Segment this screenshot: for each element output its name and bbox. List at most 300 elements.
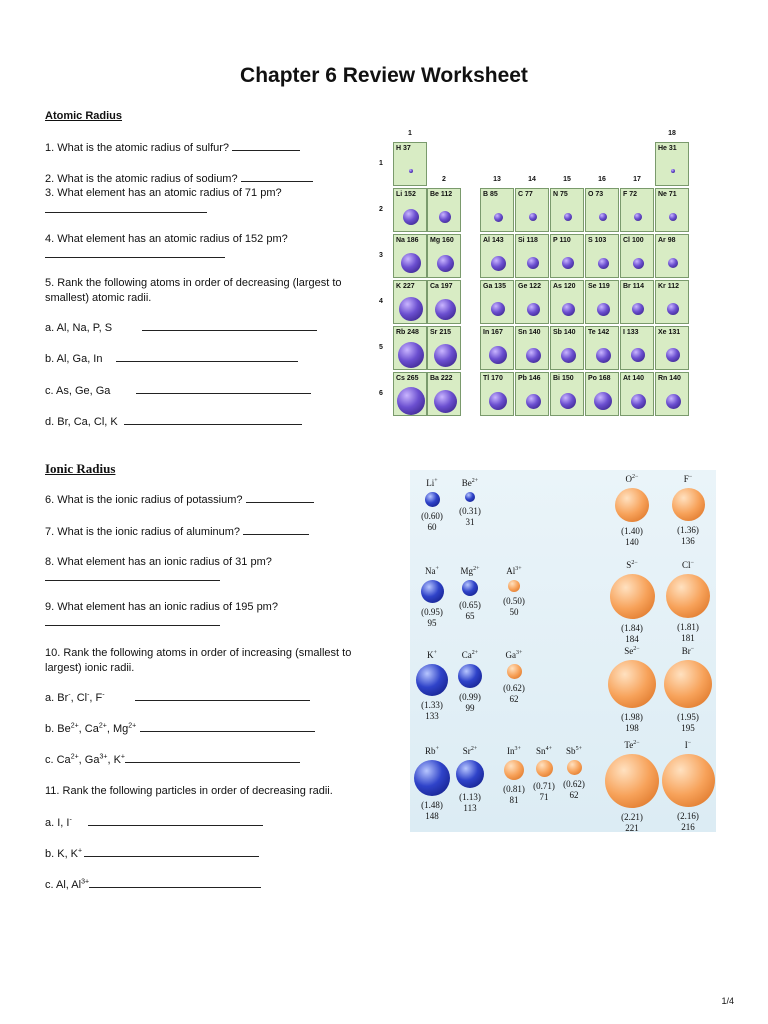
question-10b	[45, 721, 315, 737]
ion-element: Te	[624, 740, 634, 750]
ion-sphere	[666, 574, 710, 618]
question-11b	[45, 846, 259, 862]
ion-charge: −	[687, 740, 692, 746]
ion-sphere	[605, 754, 659, 808]
ion-sphere	[456, 760, 484, 788]
charge: -	[68, 691, 71, 699]
element-label: Al 143	[483, 237, 504, 244]
atom-sphere	[671, 169, 675, 173]
ion-charge: 3+	[515, 566, 522, 572]
ion-charge: 2−	[632, 474, 639, 480]
atom-sphere	[403, 209, 419, 225]
ion-symbol	[607, 560, 657, 570]
ion-element: Cl	[682, 560, 691, 570]
ion-radius-angstrom: (1.36)	[677, 525, 699, 535]
atom-sphere	[598, 258, 609, 269]
ion-radius-angstrom: (1.13)	[459, 792, 481, 802]
question-2	[45, 171, 313, 187]
answer-line[interactable]	[116, 351, 298, 362]
element-label: He 31	[658, 145, 677, 152]
ion-element: I	[684, 740, 688, 750]
ion-symbol	[663, 474, 713, 484]
ion-item	[549, 746, 599, 803]
ion-symbol	[445, 566, 495, 576]
question-5: 5. Rank the following atoms in order of decreasing (largest to smallest) atomic radii.	[45, 277, 342, 304]
group-label: 14	[528, 176, 536, 183]
ion-sphere	[608, 660, 656, 708]
period-label: 2	[379, 206, 383, 213]
atom-sphere	[633, 258, 644, 269]
question-5a-text: a. Al, Na, P, S	[45, 322, 113, 334]
element-label: B 85	[483, 191, 498, 198]
ion-item	[445, 650, 495, 716]
question-9-answer	[45, 615, 220, 631]
group-label: 17	[633, 176, 641, 183]
element-cell	[393, 234, 427, 278]
element-cell	[550, 372, 584, 416]
ion-charge: 5+	[575, 746, 582, 752]
ion-item	[445, 478, 495, 530]
ion-radius-pm: 140	[625, 537, 639, 547]
ion-sphere	[507, 664, 522, 679]
atom-sphere	[437, 255, 454, 272]
element-cell	[515, 234, 549, 278]
ion-element: Na	[425, 566, 436, 576]
ion-radius-pm: 99	[465, 703, 475, 713]
ion-charge: −	[690, 560, 694, 566]
ion-charge: 2−	[633, 646, 640, 652]
group-label: 13	[493, 176, 501, 183]
ion-charge: +	[435, 746, 439, 752]
element-cell	[427, 280, 461, 324]
ion-item	[607, 646, 657, 736]
ion-radius-angstrom: (2.21)	[621, 812, 643, 822]
element-cell	[550, 234, 584, 278]
atom-sphere	[494, 213, 503, 222]
ion-radius-angstrom: (0.81)	[503, 784, 525, 794]
element-label: S 103	[588, 237, 607, 244]
ion-charge: 2+	[473, 566, 480, 572]
ion-radius-pm: 216	[681, 822, 695, 832]
ion-radius-angstrom: (0.71)	[533, 781, 555, 791]
atom-sphere	[597, 303, 610, 316]
atom-sphere	[491, 256, 506, 271]
ion-radius-pm: 133	[425, 711, 439, 721]
charge: -	[69, 816, 72, 824]
q10c-text: c. Ca	[45, 754, 71, 766]
element-cell	[620, 372, 654, 416]
group-label: 1	[408, 130, 412, 137]
element-cell	[585, 280, 619, 324]
ion-radius-angstrom: (1.33)	[421, 700, 443, 710]
ion-radius-angstrom: (0.62)	[503, 683, 525, 693]
ion-element: F	[683, 474, 689, 484]
ion-element: In	[507, 746, 515, 756]
element-cell	[550, 326, 584, 370]
atom-sphere	[562, 303, 575, 316]
charge: +	[78, 847, 83, 855]
ion-radius-angstrom: (0.95)	[421, 607, 443, 617]
group-label: 15	[563, 176, 571, 183]
ion-sphere	[465, 492, 475, 502]
atomic-radius-periodic-table	[375, 128, 705, 428]
ion-radius-pm: 50	[509, 607, 519, 617]
element-label: Mg 160	[430, 237, 454, 244]
atom-sphere	[489, 392, 507, 410]
element-label: Ga 135	[483, 283, 506, 290]
element-cell	[585, 372, 619, 416]
atom-sphere	[409, 169, 413, 173]
atom-sphere	[434, 390, 457, 413]
question-5a	[45, 320, 317, 336]
ion-symbol	[663, 560, 713, 570]
element-cell	[393, 142, 427, 186]
question-10: 10. Rank the following atoms in order of increasing (smallest to largest) ionic radii.	[45, 647, 352, 674]
ion-radius-pm: 181	[681, 633, 695, 643]
ion-radius-pm: 95	[427, 618, 437, 628]
element-label: Kr 112	[658, 283, 680, 290]
charge: -	[87, 691, 90, 699]
ion-radius-pm: 184	[625, 634, 639, 644]
element-cell	[585, 234, 619, 278]
element-label: Bi 150	[553, 375, 574, 382]
ion-radius-pm: 195	[681, 723, 695, 733]
ion-charge: 3+	[514, 746, 521, 752]
atom-sphere	[435, 299, 456, 320]
ion-symbol	[445, 478, 495, 488]
question-7	[45, 524, 309, 540]
question-5d	[45, 414, 302, 430]
question-5c	[45, 383, 311, 399]
element-label: Se 119	[588, 283, 610, 290]
element-cell	[480, 372, 514, 416]
element-label: O 73	[588, 191, 604, 198]
element-cell	[655, 326, 689, 370]
element-cell	[655, 372, 689, 416]
element-cell	[393, 280, 427, 324]
atom-sphere	[666, 348, 680, 362]
q10b-text: b. Be	[45, 723, 71, 735]
element-label: At 140	[623, 375, 645, 382]
atom-sphere	[631, 348, 645, 362]
element-cell	[427, 326, 461, 370]
ion-sphere	[421, 580, 444, 603]
element-cell	[620, 234, 654, 278]
question-8: 8. What element has an ionic radius of 31 pm?	[45, 556, 272, 568]
element-label: Br 114	[623, 283, 645, 290]
element-label: Pb 146	[518, 375, 541, 382]
ion-sphere	[462, 580, 478, 596]
element-label: Cl 100	[623, 237, 644, 244]
answer-line[interactable]	[135, 690, 310, 701]
question-8-answer	[45, 570, 220, 586]
ion-radius-pm: 148	[425, 811, 439, 821]
ion-radius-angstrom: (1.81)	[677, 622, 699, 632]
q10c-text: , K	[107, 754, 121, 766]
element-cell	[655, 188, 689, 232]
question-5d-text: d. Br, Ca, Cl, K	[45, 416, 118, 428]
ion-element: K	[427, 650, 434, 660]
ion-radius-pm: 65	[465, 611, 475, 621]
ionic-radius-heading: Ionic Radius	[45, 461, 116, 476]
atom-sphere	[397, 387, 425, 415]
element-cell	[393, 188, 427, 232]
answer-line[interactable]	[45, 247, 225, 258]
answer-line[interactable]	[88, 815, 263, 826]
element-label: Li 152	[396, 191, 416, 198]
ion-item	[607, 474, 657, 550]
atom-sphere	[401, 253, 421, 273]
q10c-text: , Ga	[78, 754, 100, 766]
q11b-text: b. K, K	[45, 848, 79, 860]
element-cell	[480, 280, 514, 324]
ion-charge: −	[688, 474, 693, 480]
element-cell	[427, 372, 461, 416]
answer-line[interactable]	[241, 171, 313, 182]
atom-sphere	[564, 213, 572, 221]
ion-charge: +	[434, 478, 438, 484]
charge: 2+	[70, 753, 79, 761]
question-3-answer	[45, 202, 207, 218]
q10b-text: , Mg	[106, 723, 129, 735]
atom-sphere	[632, 303, 644, 315]
element-label: Sb 140	[553, 329, 576, 336]
element-cell	[427, 188, 461, 232]
ion-element: Sb	[566, 746, 576, 756]
question-3: 3. What element has an atomic radius of 71 pm?	[45, 187, 282, 199]
ion-charge: 2−	[633, 740, 640, 746]
period-label: 1	[379, 160, 383, 167]
element-cell	[655, 142, 689, 186]
ion-symbol	[607, 740, 657, 750]
element-cell	[620, 188, 654, 232]
ion-symbol	[663, 740, 713, 750]
answer-line[interactable]	[136, 383, 311, 394]
ion-item	[445, 566, 495, 624]
question-11: 11. Rank the following particles in order of decreasing radii.	[45, 785, 333, 797]
answer-line[interactable]	[125, 752, 300, 763]
element-cell	[585, 326, 619, 370]
ion-element: Sr	[462, 746, 471, 756]
element-cell	[515, 372, 549, 416]
ion-item	[489, 566, 539, 620]
answer-line[interactable]	[232, 140, 300, 151]
element-label: Tl 170	[483, 375, 503, 382]
ion-radius-angstrom: (0.62)	[563, 779, 585, 789]
atom-sphere	[526, 394, 541, 409]
question-9: 9. What element has an ionic radius of 195 pm?	[45, 601, 278, 613]
answer-line[interactable]	[124, 414, 302, 425]
charge: -	[102, 691, 105, 699]
page-number: 1/4	[721, 996, 734, 1006]
ion-radius-pm: 113	[463, 803, 477, 813]
element-label: Ne 71	[658, 191, 677, 198]
ion-radius-angstrom: (0.50)	[503, 596, 525, 606]
ion-sphere	[672, 488, 705, 521]
atom-sphere	[491, 302, 505, 316]
element-label: Te 142	[588, 329, 610, 336]
ion-charge: 2−	[631, 560, 638, 566]
ion-element: Li	[426, 478, 435, 488]
ion-charge: +	[435, 566, 439, 572]
ion-radius-pm: 31	[465, 517, 475, 527]
ion-element: Be	[461, 478, 472, 488]
ion-element: Ga	[505, 650, 517, 660]
atom-sphere	[399, 297, 423, 321]
element-label: C 77	[518, 191, 533, 198]
element-label: Rn 140	[658, 375, 681, 382]
element-label: Ba 222	[430, 375, 453, 382]
element-cell	[515, 188, 549, 232]
ion-sphere	[610, 574, 655, 619]
charge: +	[120, 753, 125, 761]
atom-sphere	[398, 342, 424, 368]
ion-sphere	[662, 754, 715, 807]
element-label: Rb 248	[396, 329, 419, 336]
ion-charge: −	[690, 646, 695, 652]
period-label: 4	[379, 298, 383, 305]
ion-sphere	[508, 580, 520, 592]
ion-symbol	[607, 646, 657, 656]
element-label: Sr 215	[430, 329, 452, 336]
ion-symbol	[445, 650, 495, 660]
ion-radius-angstrom: (1.84)	[621, 623, 643, 633]
ion-charge: 4+	[545, 746, 552, 752]
atom-sphere	[668, 258, 678, 268]
ion-radius-angstrom: (0.60)	[421, 511, 443, 521]
element-label: I 133	[623, 329, 639, 336]
atom-sphere	[631, 394, 646, 409]
question-4-answer	[45, 247, 225, 263]
element-cell	[480, 326, 514, 370]
ion-item	[445, 746, 495, 816]
answer-line[interactable]	[45, 570, 220, 581]
atom-sphere	[527, 257, 539, 269]
element-cell	[550, 188, 584, 232]
question-1-text: 1. What is the atomic radius of sulfur?	[45, 142, 233, 154]
group-label: 16	[598, 176, 606, 183]
answer-line[interactable]	[45, 202, 207, 213]
question-11a	[45, 815, 263, 831]
ion-element: Sn	[536, 746, 546, 756]
ion-element: Al	[506, 566, 516, 576]
question-11c	[45, 877, 261, 893]
question-6	[45, 492, 314, 508]
question-5c-text: c. As, Ge, Ga	[45, 385, 111, 397]
element-cell	[620, 280, 654, 324]
charge: 2+	[98, 722, 107, 730]
ion-element: S	[626, 560, 632, 570]
ion-item	[489, 650, 539, 707]
element-cell	[515, 326, 549, 370]
charge: 3+	[99, 753, 108, 761]
ion-element: O	[625, 474, 633, 484]
element-label: Ar 98	[658, 237, 676, 244]
answer-line[interactable]	[84, 846, 259, 857]
ion-radius-angstrom: (0.65)	[459, 600, 481, 610]
answer-line[interactable]	[45, 615, 220, 626]
element-label: Sn 140	[518, 329, 541, 336]
charge: 2+	[128, 722, 137, 730]
ion-radius-angstrom: (0.31)	[459, 506, 481, 516]
group-label: 18	[668, 130, 676, 137]
question-1	[45, 140, 300, 156]
element-label: Ge 122	[518, 283, 541, 290]
answer-line[interactable]	[243, 524, 309, 535]
ion-radius-angstrom: (0.99)	[459, 692, 481, 702]
element-cell	[427, 234, 461, 278]
q11c-text: c. Al, Al	[45, 879, 82, 891]
question-5b	[45, 351, 298, 367]
question-10c	[45, 752, 300, 768]
ion-symbol	[445, 746, 495, 756]
atom-sphere	[667, 303, 679, 315]
element-label: Cs 265	[396, 375, 419, 382]
ion-charge: 3+	[516, 650, 523, 656]
element-label: In 167	[483, 329, 503, 336]
ion-sphere	[615, 488, 649, 522]
element-cell	[620, 326, 654, 370]
ion-radius-pm: 198	[625, 723, 639, 733]
ion-sphere	[458, 664, 482, 688]
atom-sphere	[439, 211, 451, 223]
charge: 2+	[70, 722, 79, 730]
ionic-radius-chart	[410, 470, 716, 832]
atom-sphere	[527, 303, 540, 316]
q10a-text: , F	[89, 692, 103, 704]
ion-charge: 2+	[470, 746, 478, 752]
answer-line[interactable]	[246, 492, 314, 503]
ion-sphere	[416, 664, 448, 696]
ion-radius-angstrom: (1.95)	[677, 712, 699, 722]
ion-item	[663, 646, 713, 736]
ion-charge: 2+	[471, 478, 479, 484]
ion-sphere	[567, 760, 582, 775]
atom-sphere	[596, 348, 611, 363]
page-title: Chapter 6 Review Worksheet	[240, 64, 528, 87]
question-7-text: 7. What is the ionic radius of aluminum?	[45, 526, 244, 538]
element-cell	[515, 280, 549, 324]
atom-sphere	[634, 213, 642, 221]
q10a-text: a. Br	[45, 692, 69, 704]
atom-sphere	[489, 346, 507, 364]
charge: 3+	[81, 878, 90, 886]
ion-symbol	[607, 474, 657, 484]
atom-sphere	[526, 348, 541, 363]
element-cell	[480, 188, 514, 232]
element-label: F 72	[623, 191, 638, 198]
element-cell	[393, 372, 427, 416]
ion-radius-pm: 221	[625, 823, 639, 833]
atom-sphere	[669, 213, 677, 221]
ion-element: Ca	[461, 650, 472, 660]
ion-item	[663, 474, 713, 549]
ion-radius-pm: 62	[569, 790, 579, 800]
answer-line[interactable]	[142, 320, 317, 331]
atomic-radius-heading: Atomic Radius	[45, 110, 123, 122]
ion-item	[607, 740, 657, 836]
answer-line[interactable]	[89, 877, 261, 888]
period-label: 3	[379, 252, 383, 259]
atom-sphere	[562, 257, 574, 269]
ion-radius-angstrom: (1.48)	[421, 800, 443, 810]
atom-sphere	[594, 392, 612, 410]
element-cell	[655, 280, 689, 324]
ion-item	[607, 560, 657, 647]
answer-line[interactable]	[140, 721, 315, 732]
question-10a	[45, 690, 310, 706]
element-label: Po 168	[588, 375, 611, 382]
